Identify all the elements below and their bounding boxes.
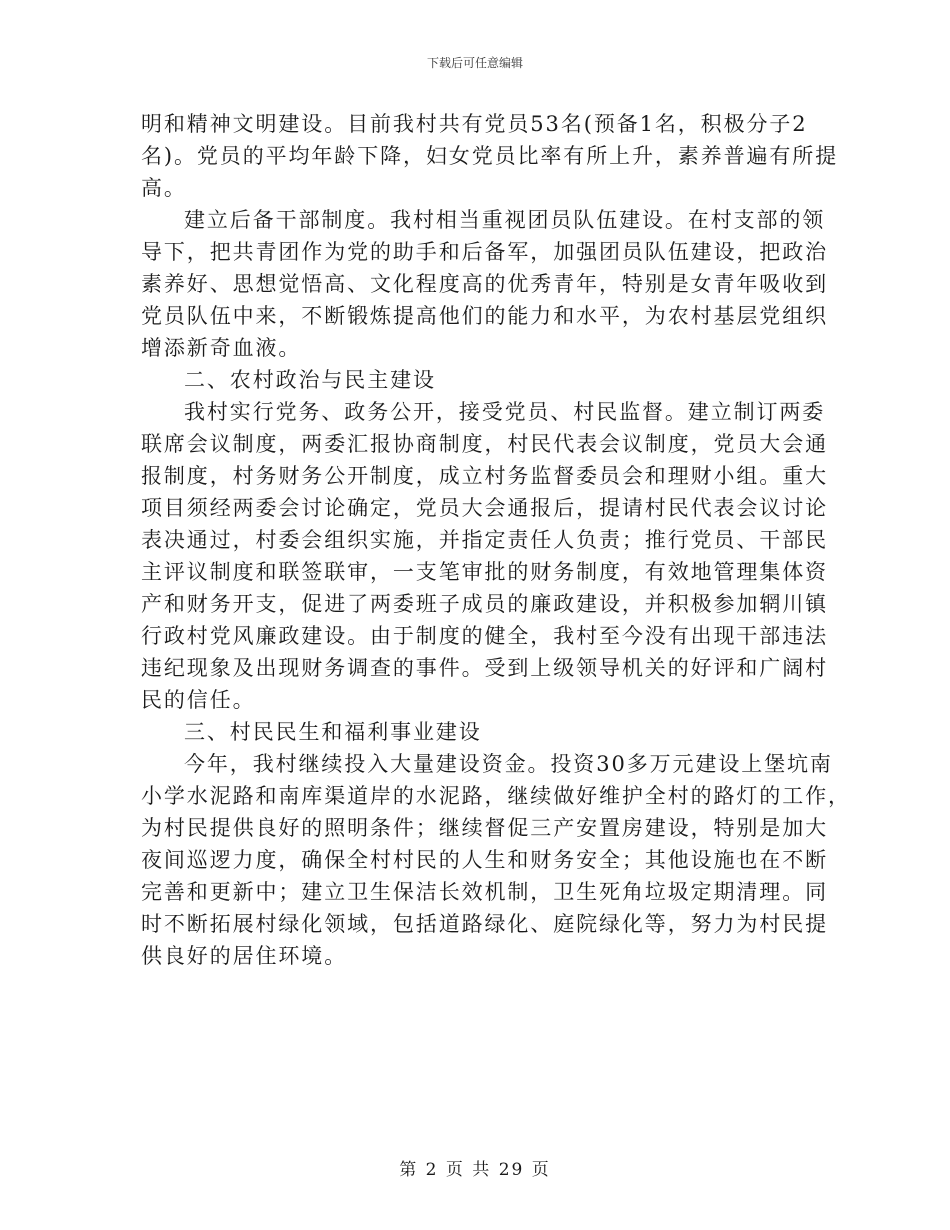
text-line: 表决通过，村委会组织实施，并指定责任人负责；推行党员、干部民 (141, 528, 828, 552)
text-line: 完善和更新中；建立卫生保洁长效机制，卫生死角垃圾定期清理。同 (141, 880, 828, 904)
text-line: 主评议制度和联签联审，一支笔审批的财务制度，有效地管理集体资 (141, 560, 828, 584)
text-line: 二、农村政治与民主建设 (184, 368, 436, 392)
text-line: 党员队伍中来，不断锻炼提高他们的能力和水平，为农村基层党组织 (141, 304, 828, 328)
text-line: 为村民提供良好的照明条件；继续督促三产安置房建设，特别是加大 (141, 816, 828, 840)
text-line: 联席会议制度，两委汇报协商制度，村民代表会议制度，党员大会通 (141, 432, 828, 456)
text-line: 导下，把共青团作为党的助手和后备军，加强团员队伍建设，把政治 (141, 240, 828, 264)
text-line: 供良好的居住环境。 (141, 944, 348, 968)
document-body (141, 108, 851, 972)
text-line: 民的信任。 (141, 688, 256, 712)
text-line: 夜间巡逻力度，确保全村村民的人生和财务安全；其他设施也在不断 (141, 848, 828, 872)
text-line: 违纪现象及出现财务调查的事件。受到上级领导机关的好评和广阔村 (141, 656, 828, 680)
page-header: 下载后可任意编辑 (426, 56, 523, 70)
text-line: 我村实行党务、政务公开，接受党员、村民监督。建立制订两委 (184, 400, 826, 424)
page-footer: 第 2 页 共 29 页 (399, 1160, 551, 1180)
text-line: 明和精神文明建设。目前我村共有党员53名(预备1名，积极分子2 (141, 112, 808, 136)
text-line: 三、村民民生和福利事业建设 (184, 720, 482, 744)
text-line: 项目须经两委会讨论确定，党员大会通报后，提请村民代表会议讨论 (141, 496, 828, 520)
text-line: 建立后备干部制度。我村相当重视团员队伍建设。在村支部的领 (184, 208, 826, 232)
text-line: 增添新奇血液。 (141, 336, 302, 360)
text-line: 小学水泥路和南库渠道岸的水泥路，继续做好维护全村的路灯的工作， (141, 784, 851, 808)
text-line: 素养好、思想觉悟高、文化程度高的优秀青年，特别是女青年吸收到 (141, 272, 828, 296)
text-line: 高。 (141, 176, 187, 200)
text-line: 行政村党风廉政建设。由于制度的健全，我村至今没有出现干部违法 (141, 624, 828, 648)
text-line: 名)。党员的平均年龄下降，妇女党员比率有所上升，素养普遍有所提 (141, 144, 839, 168)
text-line: 时不断拓展村绿化领域，包括道路绿化、庭院绿化等，努力为村民提 (141, 912, 828, 936)
text-line: 今年，我村继续投入大量建设资金。投资30多万元建设上堡坑南 (184, 752, 833, 776)
text-line: 产和财务开支，促进了两委班子成员的廉政建设，并积极参加辋川镇 (141, 592, 828, 616)
text-line: 报制度，村务财务公开制度，成立村务监督委员会和理财小组。重大 (141, 464, 828, 488)
